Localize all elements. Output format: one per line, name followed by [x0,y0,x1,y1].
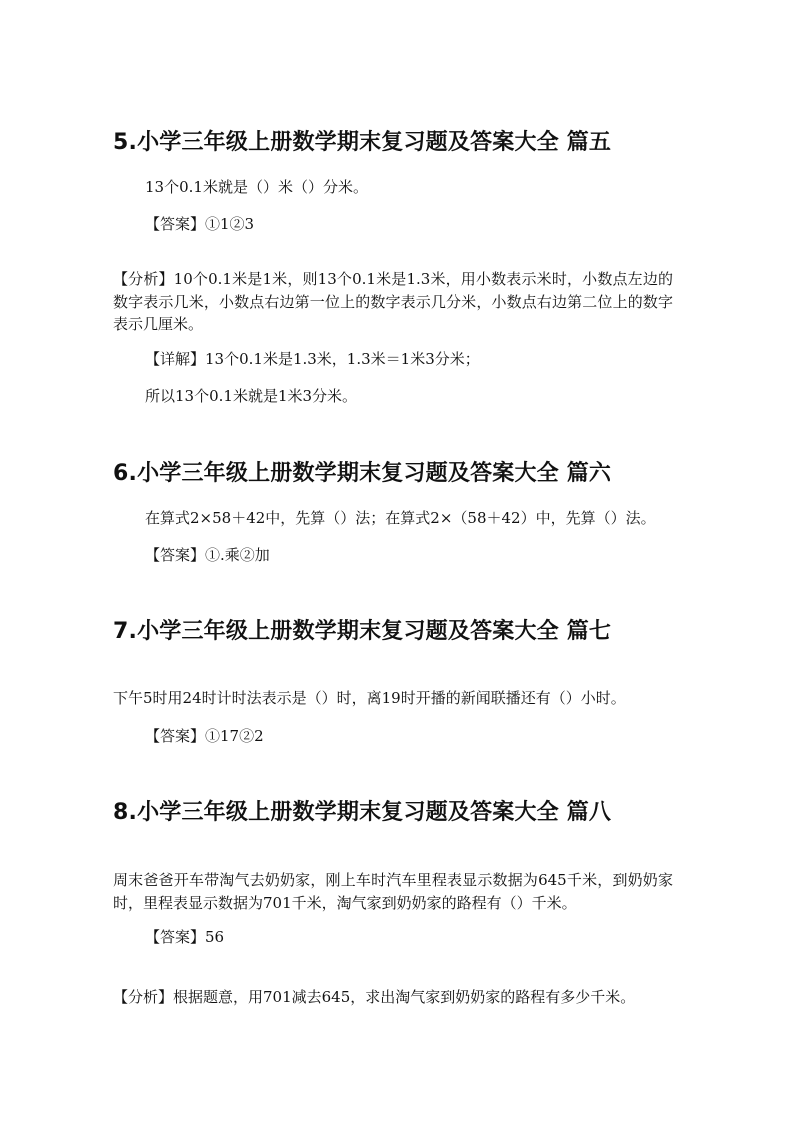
section-heading-7: 7.小学三年级上册数学期末复习题及答案大全 篇七 [113,619,612,644]
analysis-text-8: 【分析】根据题意，用701减去645，求出淘气家到奶奶家的路程有多少千米。 [113,988,636,1006]
conclusion-text-5: 所以13个0.1米就是1米3分米。 [145,387,358,405]
question-text-5: 13个0.1米就是（）米（）分米。 [145,178,368,196]
answer-text-8: 【答案】56 [145,928,225,946]
question-text-6: 在算式2×58＋42中，先算（）法；在算式2×（58＋42）中，先算（）法。 [145,509,656,527]
section-heading-8: 8.小学三年级上册数学期末复习题及答案大全 篇八 [113,800,612,825]
answer-text-7: 【答案】①17②2 [145,727,264,745]
analysis-text-5: 【分析】10个0.1米是1米，则13个0.1米是1.3米，用小数表示米时，小数点左边的数字表示几米，小数点右边第一位上的数字表示几分米，小数点右边第二位上的数字表示几厘米。 [113,270,673,333]
section-heading-5: 5.小学三年级上册数学期末复习题及答案大全 篇五 [113,130,612,155]
question-text-8: 周末爸爸开车带淘气去奶奶家，刚上车时汽车里程表显示数据为645千米，到奶奶家时，里程表显示数据为701千米，淘气家到奶奶家的路程有（）千米。 [113,871,673,912]
section-heading-6: 6.小学三年级上册数学期末复习题及答案大全 篇六 [113,461,612,486]
detail-text-5: 【详解】13个0.1米是1.3米，1.3米＝1米3分米； [145,350,480,368]
answer-text-6: 【答案】①.乘②加 [145,546,270,564]
question-text-7: 下午5时用24时计时法表示是（）时，离19时开播的新闻联播还有（）小时。 [113,689,626,707]
answer-text-5: 【答案】①1②3 [145,215,255,233]
